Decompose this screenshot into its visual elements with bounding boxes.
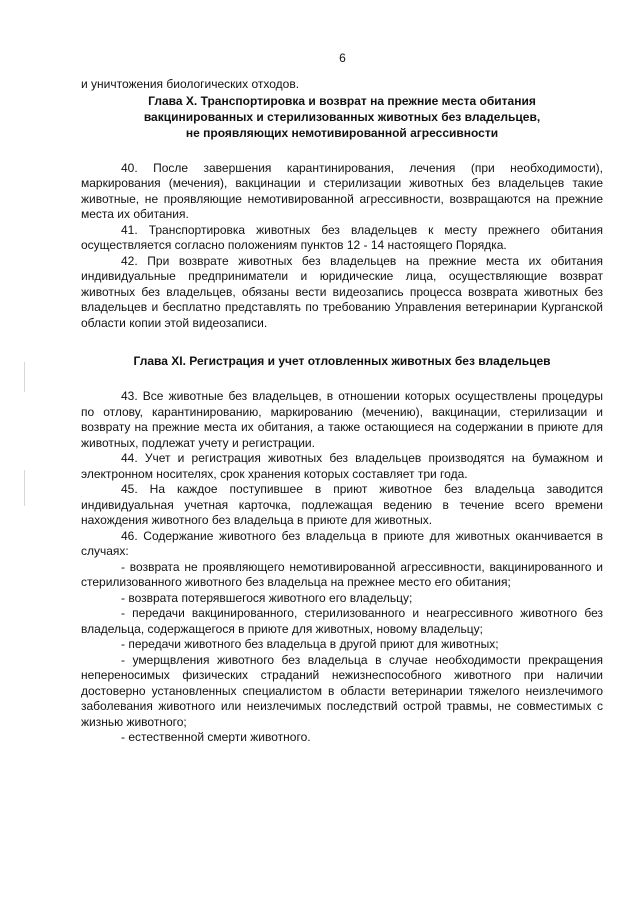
chapter-10-title: [81, 93, 603, 141]
document-body: [81, 77, 603, 746]
paragraph-42: 42. При возврате животных без владельцев на прежние места их обитания индивидуальные предприниматели и юридические лица, осуществляющие возврат животных без владельцев, обязаны вести видеозапись процесса возврата животных без владельцев и бесплатно представлять по требованию Управления ветеринарии Курганской области копии этой видеозаписи.: [81, 253, 603, 330]
case-list-item: - возврата потерявшегося животного его владельцу;: [121, 590, 413, 605]
paragraph-41: 41. Транспортировка животных без владельцев к месту прежнего обитания осуществляется согласно положениям пунктов 12 - 14 настоящего Порядка.: [81, 222, 603, 252]
chapter-10-title-line: Глава X. Транспортировка и возврат на прежние места обитания: [148, 93, 536, 108]
chapter-11-title: Глава XI. Регистрация и учет отловленных животных без владельцев: [133, 354, 551, 368]
scan-margin-mark: [24, 470, 25, 506]
chapter-10-title-line: не проявляющих немотивированной агрессивности: [185, 125, 499, 140]
continuation-line: и уничтожения биологических отходов.: [81, 77, 300, 91]
case-list-item: - передачи животного без владельца в другой приют для животных;: [121, 637, 499, 651]
chapter-10-title-line: вакцинированных и стерилизованных животных без владельцев,: [143, 109, 541, 124]
paragraph-43: 43. Все животные без владельцев, в отношении которых осуществлены процедуры по отлову, карантинированию, маркированию (мечению), вакцинации, стерилизации и возврату на прежние места их обитания, а также остающиеся на содержании в приюте для животных, подлежат учету и регистрации.: [81, 389, 603, 450]
page-number: 6: [339, 51, 346, 65]
paragraph-45: 45. На каждое поступившее в приют животное без владельца заводится индивидуальная учетная карточка, подлежащая ведению в течение всего времени нахождения животного без владельца в приюте для животных.: [81, 482, 603, 527]
paragraph-40: 40. После завершения карантинирования, лечения (при необходимости), маркирования (мечения), вакцинации и стерилизации животных без владельцев такие животные, не проявляющие немотивированной агрессивности, возвращаются на прежние места их обитания.: [81, 160, 603, 221]
case-list-item: - возврата не проявляющего немотивированной агрессивности, вакцинированного и стерилизованного животного без владельца на прежнее место его обитания;: [81, 559, 603, 589]
paragraph-46: 46. Содержание животного без владельца в приюте для животных оканчивается в случаях:: [81, 528, 603, 558]
paragraph-44: 44. Учет и регистрация животных без владельцев производятся на бумажном и электронном носителях, срок хранения которых составляет три года.: [81, 451, 603, 481]
scan-margin-mark: [24, 362, 25, 392]
case-list-item: - естественной смерти животного.: [121, 730, 311, 744]
case-list-item: - умерщвления животного без владельца в случае необходимости прекращения непереносимых физических страданий нежизнеспособного животного при наличии достоверно установленных специалистом в области ветеринарии тяжелого неизлечимого заболевания животного или неизлечимых последствий острой травмы, не совместимых с жизнью животного;: [81, 652, 603, 729]
case-list-item: - передачи вакцинированного, стерилизованного и неагрессивного животного без владельца, содержащегося в приюте для животных, новому владельцу;: [81, 606, 603, 636]
